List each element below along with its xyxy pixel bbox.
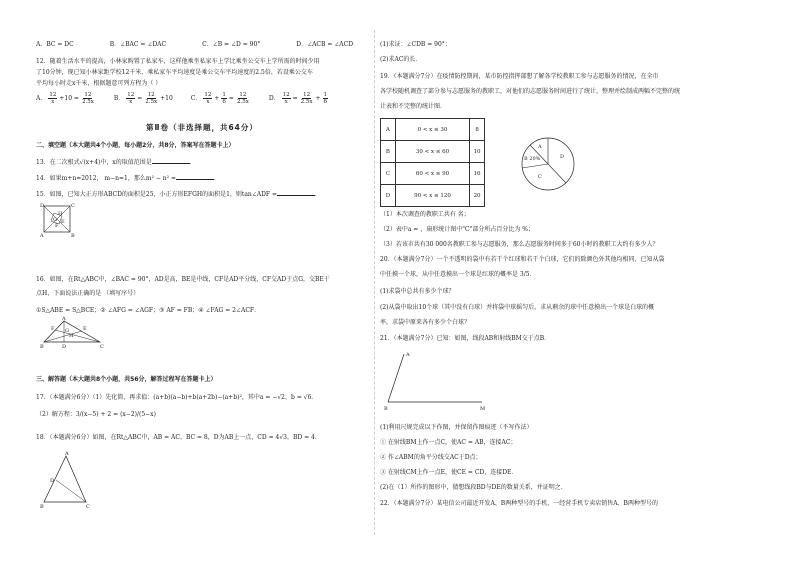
q19-line-1: 19．（本题满分7分）在疫情防控期间，某市防控指挥部想了解各学校教职工参与志愿服务的情况，在全市: [380, 73, 659, 80]
table-row: [381, 185, 485, 207]
q17-line-2: （2）解方程：3/(x−5) + 2 = (x−2)/(5−x): [36, 411, 156, 418]
q19-line-2: 各学校随机调查了部分参与志愿服务的教职工，对他们的志愿服务时间进行了统计，整理并绘制成两幅不完整的统: [380, 88, 681, 95]
fig18-label-a: A: [65, 451, 69, 457]
q20-line-5: 率，求袋中原来各有多少个白球？: [380, 319, 471, 326]
q12-options: [36, 92, 329, 105]
q21-sub-5: (2)在（1）所作的图形中，猜想线段BD与DE的数量关系，并证明之．: [380, 484, 567, 491]
table-cell-range: 90 < x ≤ 120: [395, 185, 469, 207]
q21-figure: [382, 348, 486, 412]
q18-sub-1: (1)求证：∠CDB = 90°；: [380, 41, 451, 48]
q11-option-a: A．BC = DC: [36, 41, 74, 48]
table-cell-count: 20: [470, 185, 485, 207]
q18-sub-2: (2)求AC的长．: [380, 56, 422, 63]
q20-line-3: (1)求袋中总共有多少个球？: [380, 288, 455, 295]
fig16-label-d: D: [62, 344, 67, 350]
fig16-bisector: [55, 330, 100, 342]
section2-heading: 二、填空题（本大题共4个小题，每小题2分，共8分，答案写在答题卡上）: [36, 142, 235, 149]
q19-sub-3: （3）若该市共有30 000名教职工参与志愿服务，那么志愿服务时间多于60小时的教职工大约有多少人？: [380, 241, 659, 248]
section3-heading: 三、解答题（本大题共8个小题，共56分，解答过程写在答题卡上）: [36, 376, 217, 383]
q20-line-4: (2)从袋中取出10个球（其中没有白球）并将袋中球摇匀后，求从剩余的球中任意摸出一个球是白球的概: [380, 304, 655, 311]
q19-pie-chart: [518, 134, 578, 194]
q15-figure: [42, 204, 74, 238]
q11-options: [36, 41, 353, 49]
fig15-label-f: F: [55, 223, 59, 229]
table-cell-range: 0 < x ≤ 30: [395, 119, 469, 141]
q19-line-3: 计表和不完整的统计图．: [380, 103, 447, 110]
table-cell-group: A: [381, 119, 396, 141]
q12-line-3: 平均每小时走x千米，根据题意可列方程为（ ）: [36, 80, 162, 87]
q12-option-b: B． $\frac{12}{x}$ = $\frac{12}{2.5x}$ +10: [113, 92, 173, 105]
q21-line-1: 21．（本题满分7分）已知：如图，线段AB和射线BM交于点B．: [380, 335, 551, 342]
q11-option-d: D．∠ACB = ∠ACD: [296, 41, 354, 48]
q19-table: [380, 118, 485, 207]
table-row: [381, 163, 485, 185]
fig15-label-h: H: [58, 211, 63, 217]
pie-divider-3: [522, 164, 548, 168]
table-cell-count: 10: [470, 141, 485, 163]
q11-option-b: B．∠BAC = ∠DAC: [109, 41, 167, 48]
fig15-label-b: B: [71, 233, 75, 239]
q12-line-1: 12．随着生活水平的提高，小林家购置了私家车，这样他乘坐私家车上学比乘坐公交车上学所需的时间少用: [36, 58, 320, 65]
fig15-label-e: E: [61, 219, 65, 225]
table-cell-group: B: [381, 141, 396, 163]
q17-line-1: 17．（本题满分6分）（1）先化简，再求值：(a+b)(a−b)+b(a+2b)−(a+b)²，其中a = −√2，b = √6．: [36, 394, 318, 401]
table-cell-range: 30 < x ≤ 60: [395, 141, 469, 163]
table-cell-count: 16: [470, 163, 485, 185]
q21-sub-2: ① 在射线BM上作一点C，使AC = AB，连接AC；: [380, 439, 517, 446]
pie-divider-4: [548, 164, 566, 183]
pie-label-a: A: [538, 144, 542, 150]
q12-option-a: A． $\frac{12}{x}$ +10 = $\frac{12}{2.5x}$: [36, 92, 94, 105]
pie-label-b: B 20%: [524, 156, 541, 162]
pie-label-d: D: [560, 154, 565, 160]
q12-option-c: C． $\frac{12}{x}$ + $\frac{1}{6}$ = $\frac{12}{2.5x}$: [190, 92, 249, 105]
fig16-label-e: E: [83, 326, 87, 332]
q14: 14．如果m+n=2012， m−n=1，那么m² − n² = ．: [36, 175, 221, 182]
fig18-label-d: D: [50, 478, 55, 484]
fig16-label-h: H: [69, 333, 74, 339]
q16-line-2: 点H，下面说法正确的是 （填写序号）: [36, 290, 140, 297]
pie-label-c: C: [538, 174, 542, 180]
q18-line-1: 18．（本题满分6分）如图，在Rt△ABC中，AB = AC，BC = 8，D为AB上一点，CD = 4√3，BD = 4．: [36, 434, 321, 441]
q21-sub-1: (1)利用尺规完成以下作图，并保留作图痕迹（不写作法）: [380, 424, 533, 431]
table-cell-count: 8: [470, 119, 485, 141]
q13: 13．在二次根式√(x+4)中，x的取值范围是 ．: [36, 159, 196, 166]
q15-line-1: 15．如图，已知大正方形ABCD的面积是25，小正方形EFGH的面积是1，则tan∠ADF = ．: [36, 191, 322, 198]
fig16-label-a: A: [62, 316, 66, 322]
fig21-segment-ab: [388, 354, 404, 402]
fig21-label-a: A: [406, 352, 410, 358]
fig21-label-m: M: [480, 406, 486, 412]
q19-sub-2: （2）表中a = ，扇形统计图中"C"部分所占百分比为 %；: [380, 226, 534, 233]
q12-line-2: 了10分钟，现已知小林家距学校12千米，乘私家车平均速度是乘公交车平均速度的2.5倍，若设乘公交车: [36, 69, 313, 76]
table-cell-group: C: [381, 163, 396, 185]
fig21-label-b: B: [384, 406, 388, 412]
fig16-label-g: G: [65, 328, 69, 334]
q16-line-3: ①S△ABE = S△BCE；② ∠AFG = ∠AGF；③ AF = FB；④ ∠FAG = 2∠ACF．: [36, 307, 261, 314]
q18-figure: [40, 452, 90, 508]
table-row: [381, 119, 485, 141]
fig15-label-a: A: [40, 233, 44, 239]
fig16-label-b: B: [40, 344, 44, 350]
fig15-label-c: C: [71, 203, 75, 209]
q20-line-1: 20．（本题满分7分）一个不透明的袋中有若干个红球和若干个白球，它们的除颜色外其他均相同，已知从袋: [380, 256, 665, 263]
table-cell-group: D: [381, 185, 396, 207]
fig16-label-c: C: [100, 344, 104, 350]
fig16-label-f: F: [51, 326, 55, 332]
q16-figure: [42, 318, 104, 348]
fig18-label-b: B: [40, 504, 44, 510]
q12-option-d: D． $\frac{12}{x}$ = $\frac{12}{2.5x}$ + $\frac{1}{6}$: [268, 92, 328, 105]
fig15-label-d: D: [40, 203, 45, 209]
fig15-label-g: G: [53, 217, 57, 223]
table-row: [381, 141, 485, 163]
q11-option-c: C．∠B = ∠D = 90°: [202, 41, 261, 48]
q19-sub-1: （1）本次调查的教职工共有 名；: [380, 211, 470, 218]
fig18-label-c: C: [86, 504, 90, 510]
q21-sub-3: ② 作∠ABM的角平分线交AC于D点；: [380, 454, 482, 461]
q16-line-1: 16．如图，在Rt△ABC中，∠BAC = 90°，AD是高，BE是中线，CF是AD平分线，CF交AD于点G，交BE于: [36, 276, 330, 283]
column-divider: [374, 30, 375, 535]
q22-line-1: 22．（本题满分7分）某电信公司最近开发A、B两种型号的手机，一经营手机专卖店销售A、B两种型号的: [380, 500, 658, 507]
part2-title: 第Ⅱ卷（非选择题，共64分）: [146, 123, 258, 132]
q21-sub-4: ③ 在射线CM上作一点E，使CE = CD，连接DE．: [380, 469, 518, 476]
table-cell-range: 60 < x ≤ 90: [395, 163, 469, 185]
q20-line-2: 中任摸一个球，从中任意摸出一个球是红球的概率是 3/5．: [380, 271, 536, 278]
